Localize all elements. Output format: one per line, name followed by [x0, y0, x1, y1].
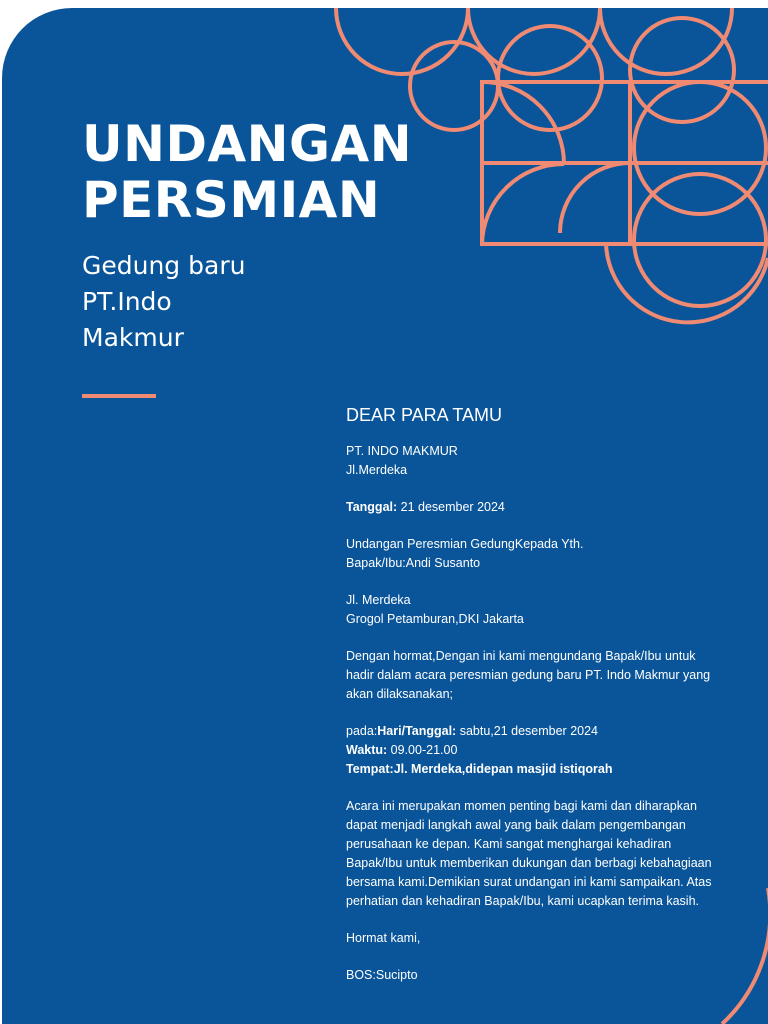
subtitle-line: PT.Indo [82, 287, 172, 316]
subtitle-line: Makmur [82, 323, 184, 352]
address-block [346, 591, 726, 629]
deco-arc [722, 888, 768, 1024]
closing: Hormat kami, [346, 931, 421, 945]
day-label: Hari/Tanggal: [377, 724, 457, 738]
company-address: Jl.Merdeka [346, 463, 408, 477]
deco-circle [410, 42, 498, 130]
subtitle-line: Gedung baru [82, 251, 246, 280]
page-subtitle [82, 248, 245, 356]
deco-arc [560, 163, 630, 233]
event-details [346, 722, 726, 779]
invitation-panel [2, 8, 768, 1024]
recipient-line: Bapak/Ibu:Andi Susanto [346, 556, 481, 570]
recipient-block [346, 535, 726, 573]
deco-arc [482, 164, 564, 244]
day-value: sabtu,21 desember 2024 [456, 724, 599, 738]
accent-divider [82, 394, 156, 398]
address-line: Jl. Merdeka [346, 593, 411, 607]
body-paragraph: Acara ini merupakan momen penting bagi kami dan diharapkan dapat menjadi langkah awal yang baik dalam pengembangan perusahaan ke depan. Kami sangat menghargai kehadiran Bapak/Ibu untuk memberikan dukungan dan berbagi kebahagiaan bersama kami.Demikian surat undangan ini kami sampaikan. Atas perhatian dan kehadiran Bapak/Ibu, kami ucapkan terima kasih. [346, 799, 712, 908]
date-label: Tanggal: [346, 500, 398, 514]
title-line: PERSMIAN [82, 171, 381, 229]
deco-arc [468, 8, 600, 74]
deco-circle [634, 174, 766, 306]
invitation-letter [346, 402, 726, 1003]
sender-block [346, 442, 726, 480]
date-line [346, 498, 726, 517]
letter-greeting: DEAR PARA TAMU [346, 405, 503, 425]
time-value: 09.00-21.00 [387, 743, 458, 757]
place-label: Tempat: [346, 762, 394, 776]
title-line: UNDANGAN [82, 115, 413, 173]
opening-paragraph: Dengan hormat,Dengan ini kami mengundang Bapak/Ibu untuk hadir dalam acara peresmian gedung baru PT. Indo Makmur yang akan dilaksanakan; [346, 649, 711, 701]
signature: BOS:Sucipto [346, 968, 418, 982]
address-line: Grogol Petamburan,DKI Jakarta [346, 612, 524, 626]
deco-arc [600, 8, 732, 74]
recipient-line: Undangan Peresmian GedungKepada Yth. [346, 537, 584, 551]
deco-arc [606, 244, 768, 322]
page-title [82, 116, 412, 228]
company-name: PT. INDO MAKMUR [346, 444, 458, 458]
day-prefix: pada: [346, 724, 378, 738]
date-value: 21 desember 2024 [397, 500, 505, 514]
place-value: Jl. Merdeka,didepan masjid istiqorah [393, 762, 613, 776]
time-label: Waktu: [346, 743, 388, 757]
deco-circle [498, 26, 602, 130]
